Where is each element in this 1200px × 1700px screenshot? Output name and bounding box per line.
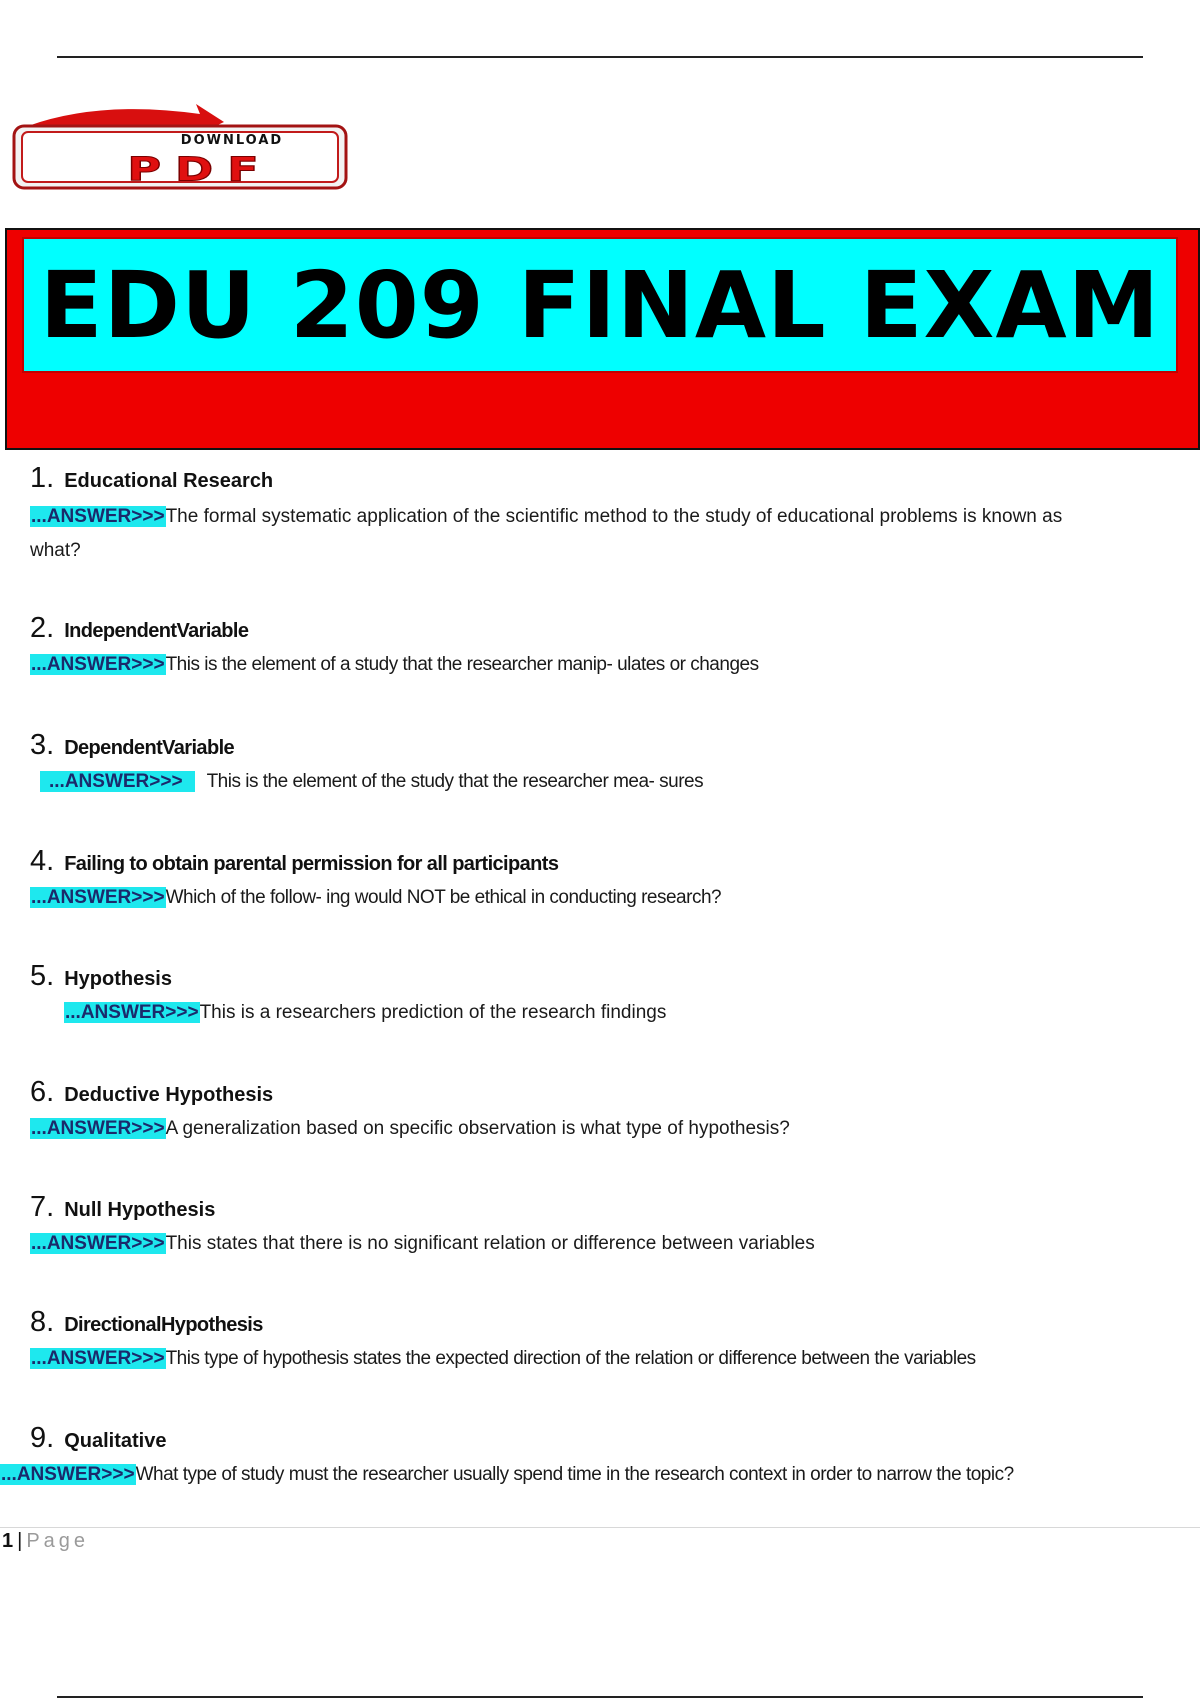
- answer-tag: ...ANSWER>>>: [31, 506, 165, 527]
- answer-line: [0, 1458, 1014, 1492]
- page-footer: [2, 1530, 89, 1553]
- title-banner-inner: [22, 237, 1178, 373]
- question-line: [30, 1422, 166, 1455]
- question-line: [30, 729, 234, 762]
- question-term: Null Hypothesis: [64, 1199, 216, 1221]
- answer-tag: ...ANSWER>>>: [40, 771, 195, 792]
- question-line: [30, 1191, 215, 1224]
- answer-tag: ...ANSWER>>>: [31, 654, 165, 675]
- question-number: 7.: [30, 1191, 55, 1223]
- question-number: 1.: [30, 462, 55, 494]
- answer-line: [30, 648, 759, 682]
- question-number: 9.: [30, 1422, 55, 1454]
- answer-text: This is the element of a study that the researcher manip- ulates or changes: [165, 654, 759, 675]
- question-number: 4.: [30, 845, 55, 877]
- question-term: Deductive Hypothesis: [64, 1084, 274, 1106]
- question-line: [30, 612, 248, 645]
- page-label: Page: [26, 1530, 90, 1552]
- question-number: 6.: [30, 1076, 55, 1108]
- question-term: DependentVariable: [64, 737, 235, 759]
- answer-text: This is a researchers prediction of the research findings: [199, 1002, 667, 1023]
- question-line: [30, 1306, 263, 1339]
- footer-rule: [0, 1527, 1200, 1528]
- answer-line: [30, 1227, 815, 1261]
- question-term: DirectionalHypothesis: [64, 1314, 263, 1336]
- page-title: EDU 209 FINAL EXAM: [39, 251, 1161, 359]
- answer-tag: ...ANSWER>>>: [31, 1348, 165, 1369]
- answer-text: This states that there is no significant relation or difference between variables: [165, 1233, 815, 1254]
- question-term: Educational Research: [64, 470, 274, 492]
- answer-line: [30, 1112, 790, 1146]
- answer-text: Which of the follow- ing would NOT be ethical in conducting research?: [165, 887, 722, 908]
- badge-pdf-text: PDF: [127, 150, 273, 189]
- answer-line: [30, 500, 1110, 568]
- answer-text: This type of hypothesis states the expected direction of the relation or difference between the variables: [165, 1348, 976, 1369]
- question-number: 5.: [30, 960, 55, 992]
- answer-tag: ...ANSWER>>>: [31, 1118, 165, 1139]
- question-number: 2.: [30, 612, 55, 644]
- answer-text: The formal systematic application of the scientific method to the study of educational problems is known as what?: [30, 506, 1063, 561]
- answer-tag: ...ANSWER>>>: [31, 887, 165, 908]
- answer-tag: ...ANSWER>>>: [65, 1002, 199, 1023]
- answer-line: [64, 996, 666, 1030]
- question-term: Failing to obtain parental permission for all participants: [64, 853, 559, 875]
- answer-tag: ...ANSWER>>>: [31, 1233, 165, 1254]
- answer-line: [30, 1342, 976, 1376]
- question-number: 8.: [30, 1306, 55, 1338]
- footer-separator: |: [17, 1530, 23, 1552]
- question-term: Hypothesis: [64, 968, 172, 990]
- badge-download-text: DOWNLOAD: [180, 133, 284, 148]
- top-rule: [57, 56, 1143, 58]
- bottom-rule: [57, 1696, 1143, 1698]
- answer-tag: ...ANSWER>>>: [1, 1464, 135, 1485]
- question-line: [30, 1076, 273, 1109]
- answer-text: This is the element of the study that the researcher mea- sures: [206, 771, 704, 792]
- answer-text: What type of study must the researcher usually spend time in the research context in order to narrow the topic?: [135, 1464, 1014, 1485]
- answer-text: A generalization based on specific observation is what type of hypothesis?: [165, 1118, 790, 1139]
- question-term: Qualitative: [64, 1430, 167, 1452]
- question-line: [30, 462, 273, 495]
- answer-line: [30, 881, 721, 915]
- question-line: [30, 960, 172, 993]
- download-pdf-logo: [10, 104, 350, 192]
- question-number: 3.: [30, 729, 55, 761]
- page-number: 1: [2, 1530, 14, 1552]
- title-banner: [5, 228, 1200, 450]
- question-line: [30, 845, 558, 878]
- answer-line: [40, 765, 703, 799]
- question-term: IndependentVariable: [64, 620, 249, 642]
